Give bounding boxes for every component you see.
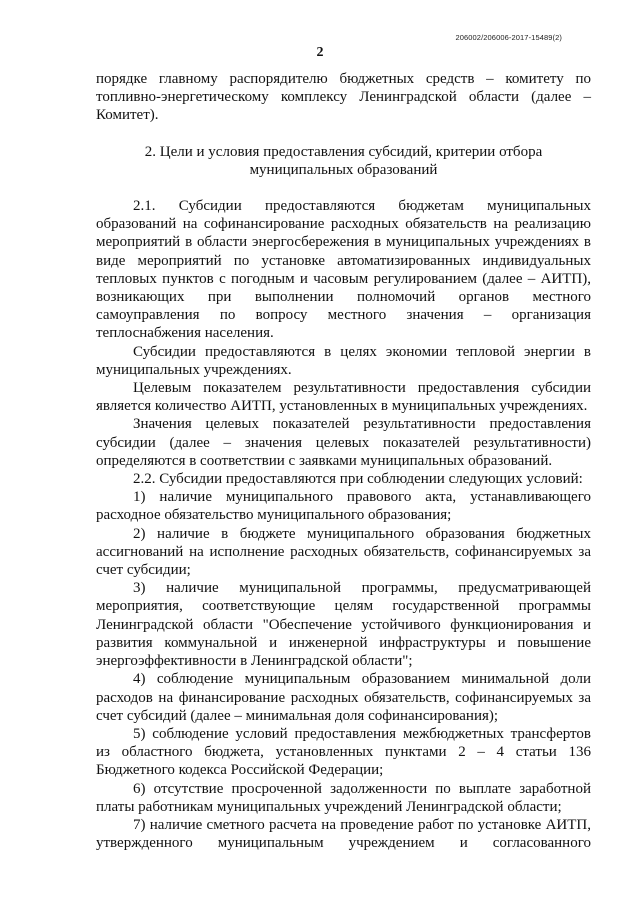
condition-1: 1) наличие муниципального правового акта, устанавливающего расходное обязательство муниципального образования; (96, 489, 591, 524)
paragraph-indicator-values: Значения целевых показателей результативности предоставления субсидии (далее – значения целевых показателей результативности) определяются в соответствии с заявками муниципальных образований. (96, 416, 591, 469)
paragraph-2-2: 2.2. Субсидии предоставляются при соблюдении следующих условий: (133, 471, 583, 488)
page-number: 2 (316, 45, 324, 60)
condition-7: 7) наличие сметного расчета на проведение работ по установке АИТП, утвержденного муниципальным учреждением и согласованного (96, 816, 591, 852)
condition-6: 6) отсутствие просроченной задолженности по выплате заработной платы работникам муниципальных учреждений Ленинградской области; (96, 780, 591, 815)
paragraph-target-indicator: Целевым показателем результативности предоставления субсидии является количество АИТП, установленных в муниципальных учреждениях. (96, 380, 591, 415)
paragraph-subsidy-purpose: Субсидии предоставляются в целях экономии тепловой энергии в муниципальных учреждениях. (96, 343, 591, 378)
document-id: 206002/206006-2017-15489(2) (455, 33, 562, 42)
condition-3: 3) наличие муниципальной программы, предусматривающей мероприятия, соответствующие целям государственной программы Ленинградской области "Обеспечение устойчивого функционирования и развития коммунальной и инженерной инфраструктуры и повышение энергоэффективности в Ленинградской области"; (96, 580, 591, 670)
intro-paragraph: порядке главному распорядителю бюджетных средств – комитету по топливно-энергетическому комплексу Ленинградской области (далее – Комитет). (96, 71, 591, 124)
condition-4: 4) соблюдение муниципальным образованием минимальной доли расходов на финансирование расходных обязательств, софинансируемых за счет субсидий (далее – минимальная доля софинансирования); (96, 671, 591, 724)
paragraph-2-1: 2.1. Субсидии предоставляются бюджетам муниципальных образований на софинансирование расходных обязательств на реализацию мероприятий в области энергосбережения в муниципальных учреждениях в виде мероприятий по установке автоматизированных индивидуальных тепловых пунктов с погодным и часовым регулированием (далее – АИТП), возникающих при выполнении полномочий органов местного самоуправления по вопросу местного значения – организация теплоснабжения населения. (96, 198, 591, 342)
section-title: 2. Цели и условия предоставления субсидий, критерии отбора муниципальных образований (144, 143, 543, 178)
document-body (96, 70, 591, 852)
condition-5: 5) соблюдение условий предоставления межбюджетных трансфертов из областного бюджета, установленных пунктами 2 – 4 статьи 136 Бюджетного кодекса Российской Федерации; (96, 725, 591, 779)
spacer (96, 179, 591, 197)
condition-2: 2) наличие в бюджете муниципального образования бюджетных ассигнований на исполнение расходных обязательств, софинансируемых за счет субсидии; (96, 525, 591, 579)
spacer (96, 125, 591, 143)
